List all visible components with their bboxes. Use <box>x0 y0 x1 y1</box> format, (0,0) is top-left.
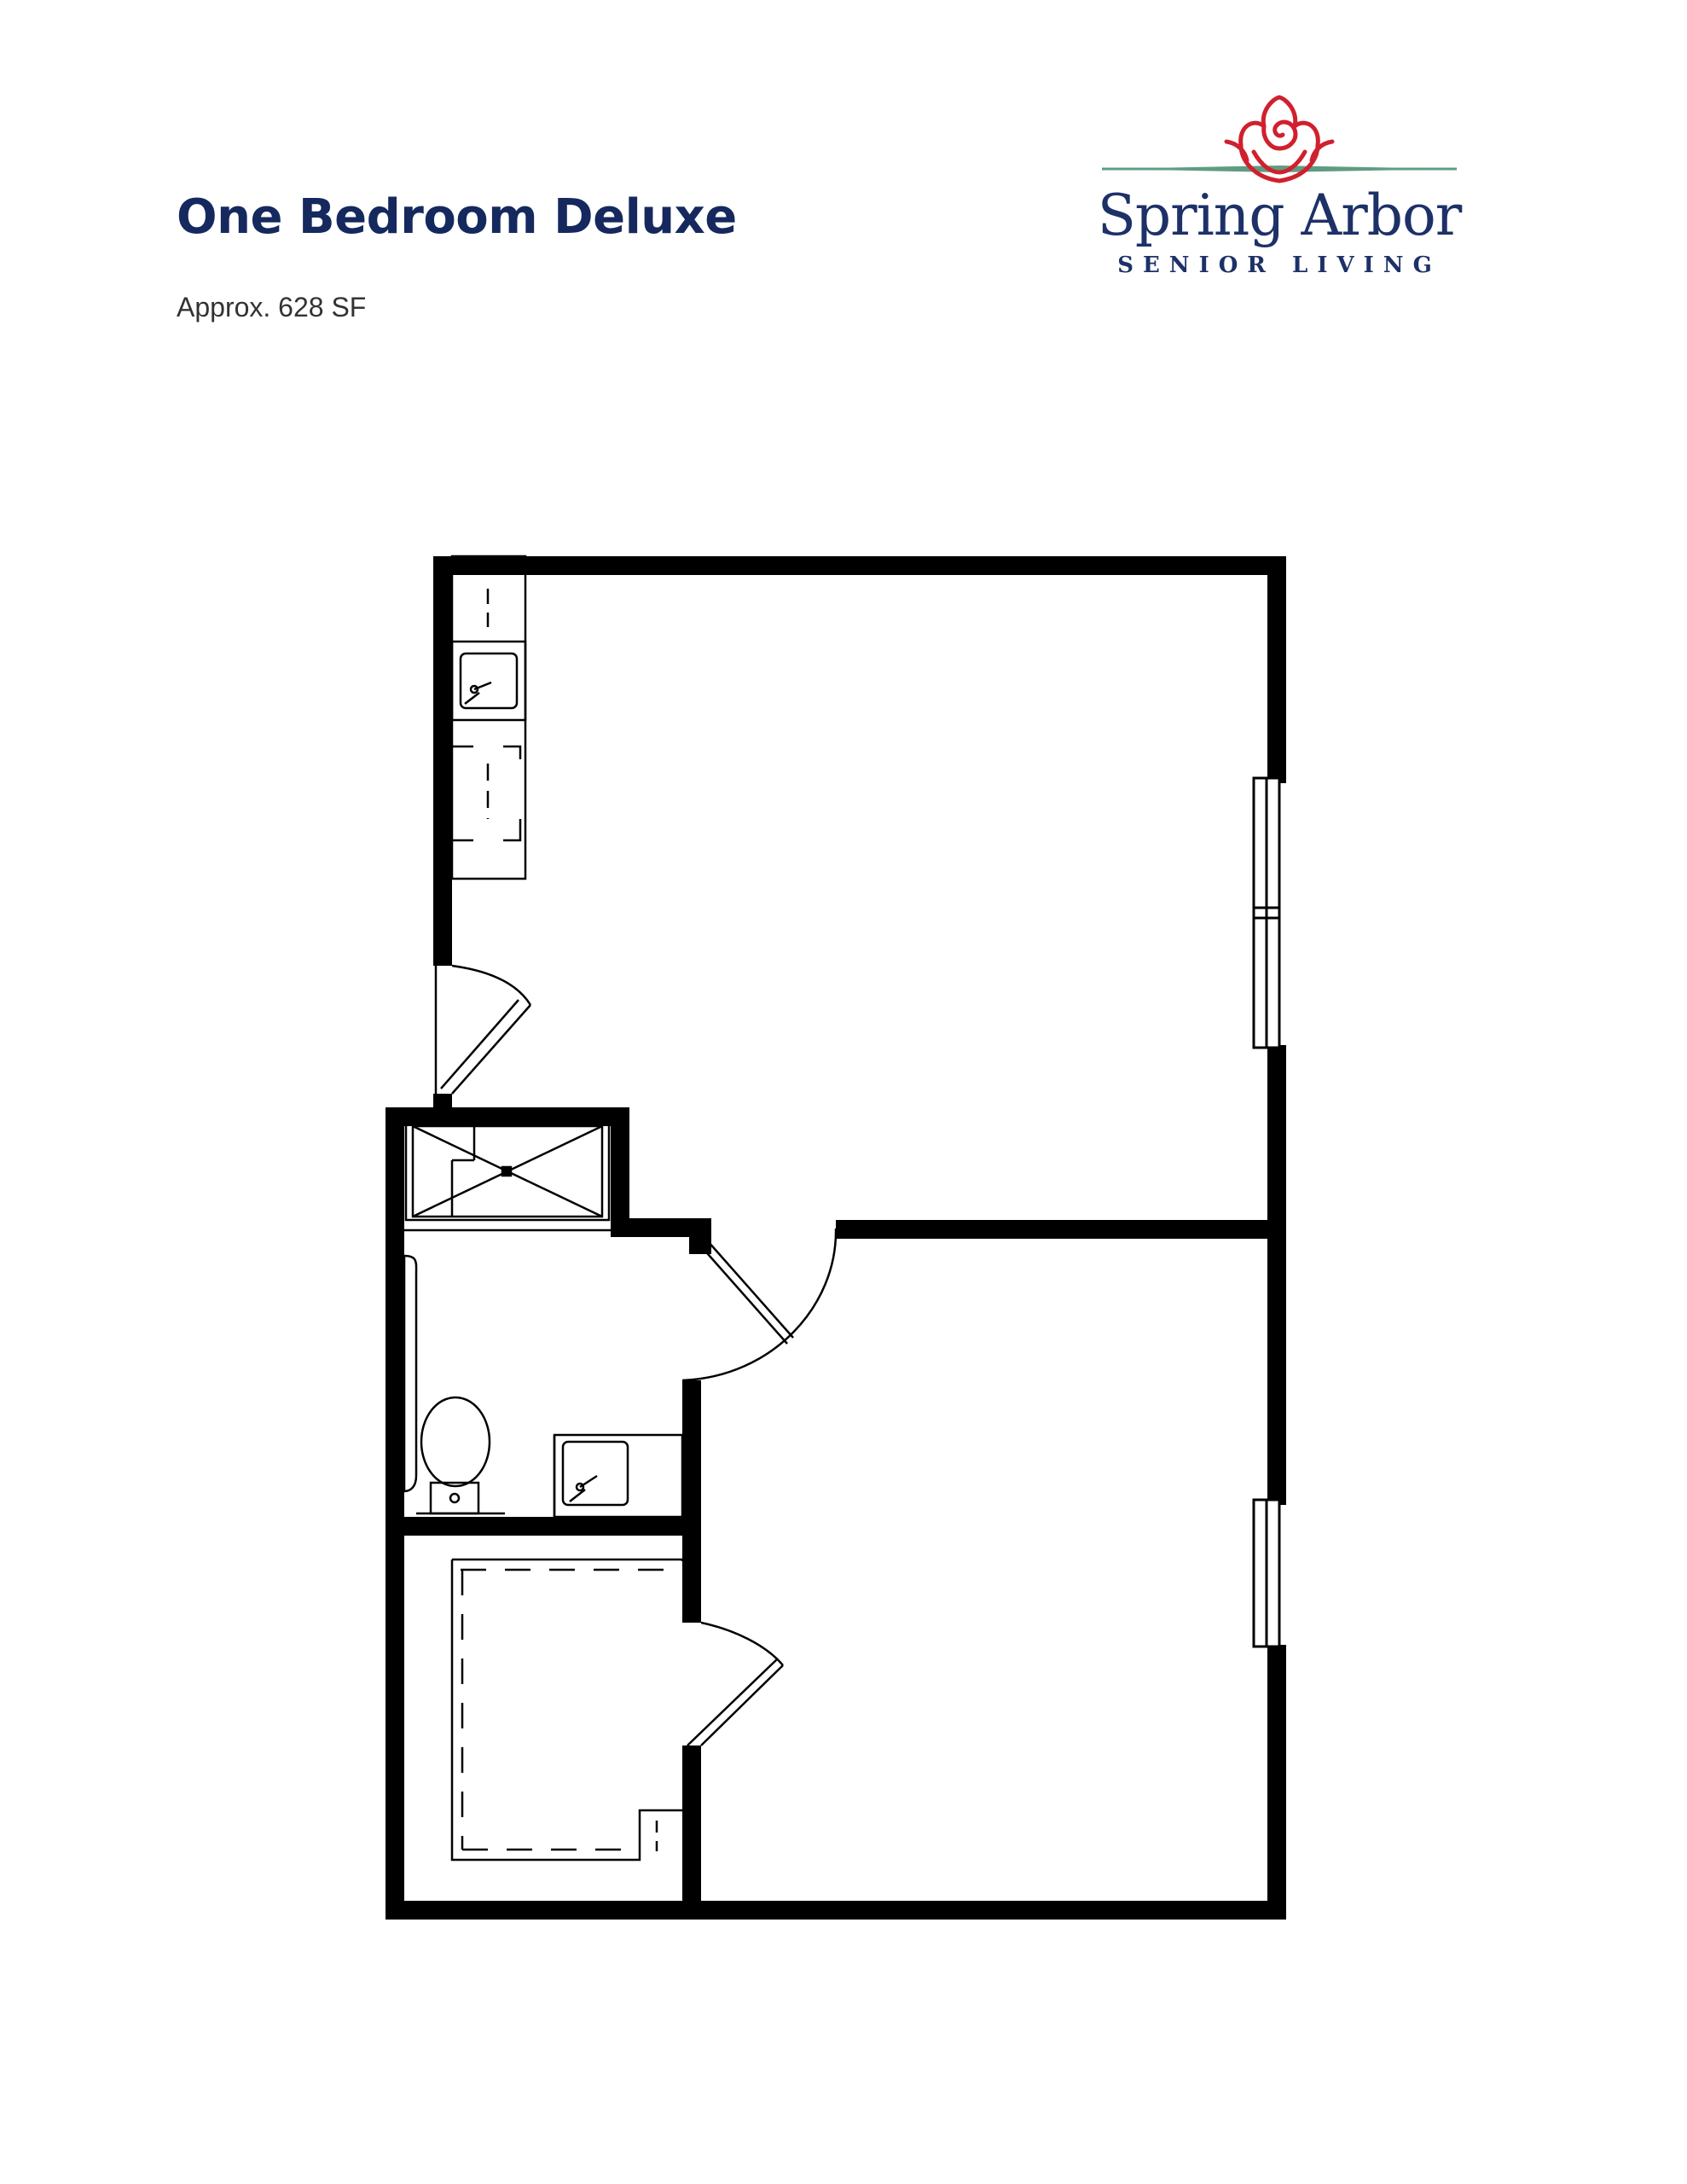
bathroom-sink <box>554 1435 682 1517</box>
brand-tagline: SENIOR LIVING <box>1117 253 1441 278</box>
kitchenette <box>452 556 525 879</box>
grab-bar <box>404 1256 416 1491</box>
closet-door <box>687 1623 783 1745</box>
square-footage-label: Approx. 628 SF <box>177 292 367 322</box>
brand-name: Spring Arbor <box>1097 183 1462 248</box>
entry-door <box>436 966 530 1094</box>
toilet <box>416 1397 505 1513</box>
closet <box>452 1560 682 1860</box>
shower <box>406 1124 609 1220</box>
page-title: One Bedroom Deluxe <box>177 189 737 245</box>
bathroom-door <box>682 1228 836 1380</box>
